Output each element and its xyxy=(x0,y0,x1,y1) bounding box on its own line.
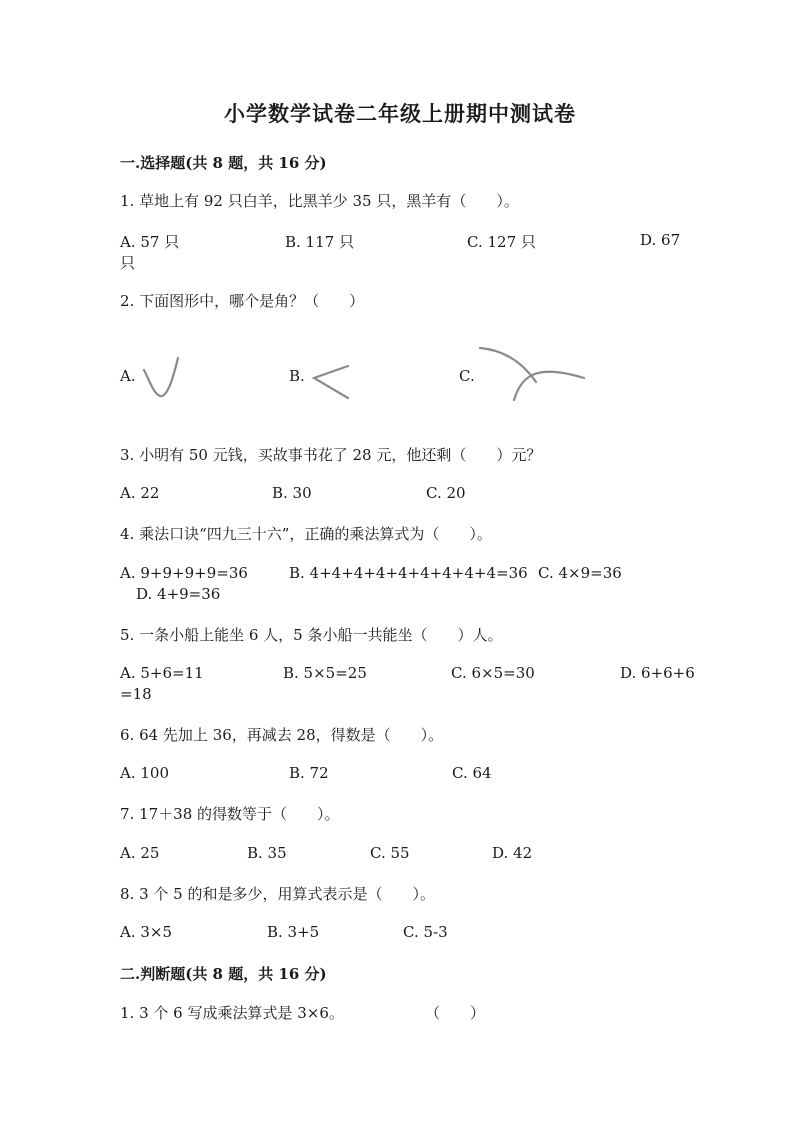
question-5-option-b: B. 5×5=25 xyxy=(283,664,367,682)
section-heading-choice: 一.选择题(共 8 题，共 16 分) xyxy=(120,154,327,172)
judgment-1-stem: 1. 3 个 6 写成乘法算式是 3×6。 xyxy=(120,1004,344,1022)
question-6-option-b: B. 72 xyxy=(289,764,329,782)
curve-shape-icon xyxy=(138,352,188,402)
angle-shape-icon xyxy=(308,360,358,404)
question-3-option-b: B. 30 xyxy=(272,484,312,502)
question-5-option-c: C. 6×5=30 xyxy=(451,664,535,682)
question-8-option-b: B. 3+5 xyxy=(267,923,320,941)
section-heading-true-false: 二.判断题(共 8 题，共 16 分) xyxy=(120,965,327,983)
question-7-option-a: A. 25 xyxy=(120,844,160,862)
question-2-stem: 2. 下面图形中，哪个是角？（ ） xyxy=(120,292,365,310)
question-4-option-d: D. 4+9=36 xyxy=(136,585,221,603)
question-6-stem: 6. 64 先加上 36，再减去 28，得数是（ ）。 xyxy=(120,726,444,744)
question-1-option-a: A. 57 只 xyxy=(120,233,180,251)
question-6-option-c: C. 64 xyxy=(452,764,492,782)
question-2-option-c-label: C. xyxy=(459,367,475,385)
question-2-option-b-label: B. xyxy=(289,367,305,385)
question-7-stem: 7. 17＋38 的得数等于（ ）。 xyxy=(120,805,340,823)
question-5-option-a: A. 5+6=11 xyxy=(120,664,204,682)
question-2-option-a-label: A. xyxy=(120,367,136,385)
question-7-option-b: B. 35 xyxy=(247,844,287,862)
question-8-option-c: C. 5-3 xyxy=(403,923,448,941)
question-3-option-a: A. 22 xyxy=(120,484,160,502)
question-4-option-c: C. 4×9=36 xyxy=(538,564,622,582)
question-1-option-c: C. 127 只 xyxy=(467,233,536,251)
crossing-curves-shape-icon xyxy=(474,344,594,404)
question-1-option-d-wrap: 只 xyxy=(120,254,136,272)
question-5-option-d-wrap: =18 xyxy=(120,685,152,703)
question-4-option-a: A. 9+9+9+9=36 xyxy=(120,564,248,582)
question-4-option-b: B. 4+4+4+4+4+4+4+4+4=36 xyxy=(289,564,528,582)
question-7-option-d: D. 42 xyxy=(492,844,533,862)
question-6-option-a: A. 100 xyxy=(120,764,169,782)
question-1-stem: 1. 草地上有 92 只白羊，比黑羊少 35 只，黑羊有（ ）。 xyxy=(120,192,519,210)
question-5-stem: 5. 一条小船上能坐 6 人，5 条小船一共能坐（ ）人。 xyxy=(120,626,503,644)
question-4-stem: 4. 乘法口诀“四九三十六”，正确的乘法算式为（ ）。 xyxy=(120,525,492,543)
judgment-1-answer-blank: （ ） xyxy=(425,1004,486,1022)
question-8-option-a: A. 3×5 xyxy=(120,923,173,941)
question-5-option-d: D. 6+6+6 xyxy=(620,664,695,682)
question-8-stem: 8. 3 个 5 的和是多少，用算式表示是（ ）。 xyxy=(120,885,435,903)
question-1-option-b: B. 117 只 xyxy=(285,233,354,251)
question-1-option-d: D. 67 xyxy=(640,231,681,249)
question-3-option-c: C. 20 xyxy=(426,484,466,502)
question-7-option-c: C. 55 xyxy=(370,844,410,862)
question-3-stem: 3. 小明有 50 元钱，买故事书花了 28 元，他还剩（ ）元？ xyxy=(120,446,542,464)
page-title: 小学数学试卷二年级上册期中测试卷 xyxy=(224,101,576,126)
